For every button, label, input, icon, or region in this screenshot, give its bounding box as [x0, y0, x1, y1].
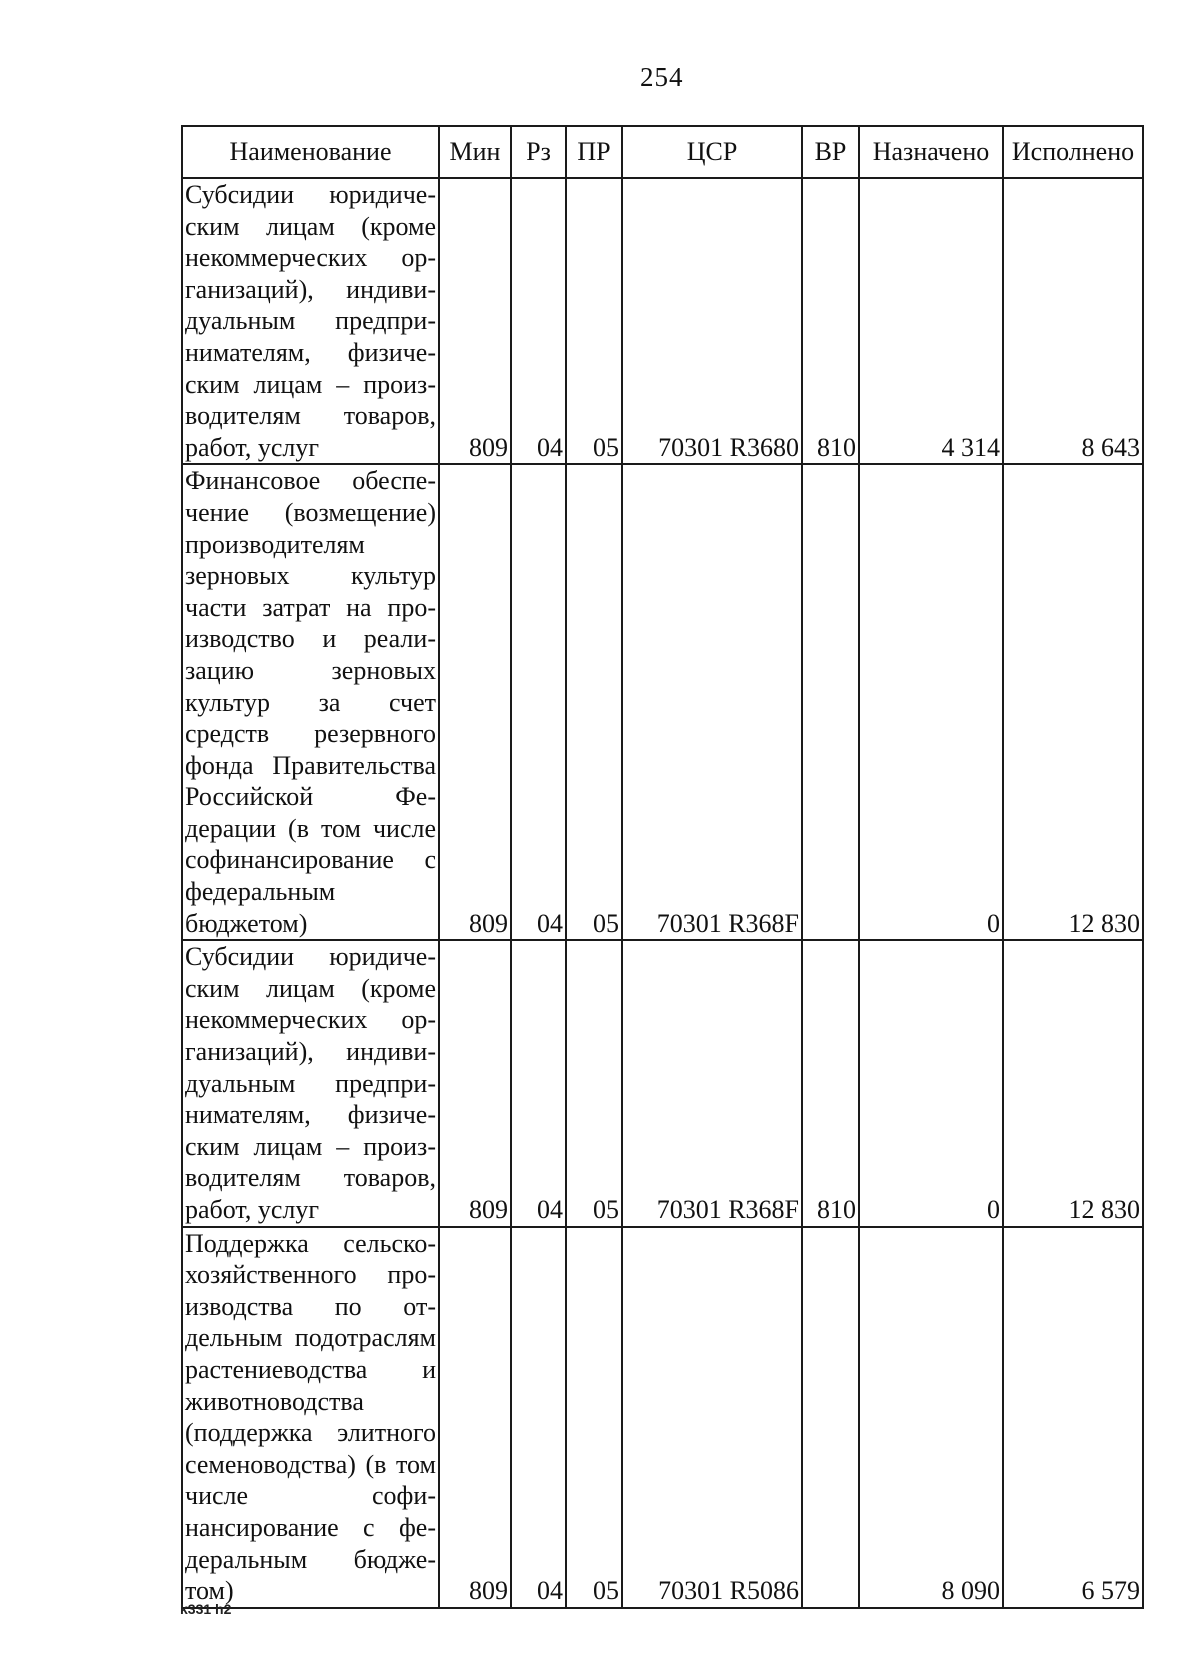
row-csr: 70301 R368F	[622, 940, 802, 1226]
row-pr: 05	[566, 464, 622, 940]
table-row	[182, 940, 1143, 1226]
row-rz: 04	[511, 178, 566, 464]
row-name: Поддержка сельскохозяйственного производства по отдельным подотраслям растениеводства и животноводства (поддержка элитного семеноводства) (в том числе софинансирование с федеральным бюджетом)	[182, 1227, 439, 1608]
row-min: 809	[439, 1227, 511, 1608]
row-pr: 05	[566, 1227, 622, 1608]
row-vr: 810	[802, 178, 859, 464]
row-executed: 8 643	[1003, 178, 1143, 464]
row-executed: 12 830	[1003, 940, 1143, 1226]
row-min: 809	[439, 464, 511, 940]
header-executed: Исполнено	[1003, 126, 1143, 178]
row-rz: 04	[511, 1227, 566, 1608]
row-assigned: 0	[859, 940, 1003, 1226]
header-pr: ПР	[566, 126, 622, 178]
row-vr	[802, 1227, 859, 1608]
page-number: 254	[640, 62, 684, 92]
budget-table	[181, 125, 1144, 1609]
row-min: 809	[439, 178, 511, 464]
row-csr: 70301 R5086	[622, 1227, 802, 1608]
row-csr: 70301 R3680	[622, 178, 802, 464]
row-assigned: 0	[859, 464, 1003, 940]
row-vr	[802, 464, 859, 940]
header-vr: ВР	[802, 126, 859, 178]
row-name: Финансовое обеспечение (возмещение) производителям зерновых культур части затрат на производство и реализацию зерновых культур за счет средств резервного фонда Правительства Российской Федерации (в том числе софинансирование с федеральным бюджетом)	[182, 464, 439, 940]
row-rz: 04	[511, 940, 566, 1226]
row-name: Субсидии юридическим лицам (кроме некоммерческих организаций), индивидуальным предпринимателям, физическим лицам – производителям товаров, работ, услуг	[182, 940, 439, 1226]
row-name: Субсидии юридическим лицам (кроме некоммерческих организаций), индивидуальным предпринимателям, физическим лицам – производителям товаров, работ, услуг	[182, 178, 439, 464]
row-rz: 04	[511, 464, 566, 940]
row-assigned: 8 090	[859, 1227, 1003, 1608]
header-rz: Рз	[511, 126, 566, 178]
row-executed: 6 579	[1003, 1227, 1143, 1608]
row-assigned: 4 314	[859, 178, 1003, 464]
table-row	[182, 178, 1143, 464]
table-header-row	[182, 126, 1143, 178]
row-min: 809	[439, 940, 511, 1226]
header-name: Наименование	[182, 126, 439, 178]
header-csr: ЦСР	[622, 126, 802, 178]
header-min: Мин	[439, 126, 511, 178]
row-csr: 70301 R368F	[622, 464, 802, 940]
table-row	[182, 464, 1143, 940]
row-pr: 05	[566, 178, 622, 464]
row-vr: 810	[802, 940, 859, 1226]
header-assigned: Назначено	[859, 126, 1003, 178]
footer-document-code: k331 h2	[180, 1601, 232, 1617]
row-executed: 12 830	[1003, 464, 1143, 940]
row-pr: 05	[566, 940, 622, 1226]
table-row	[182, 1227, 1143, 1608]
